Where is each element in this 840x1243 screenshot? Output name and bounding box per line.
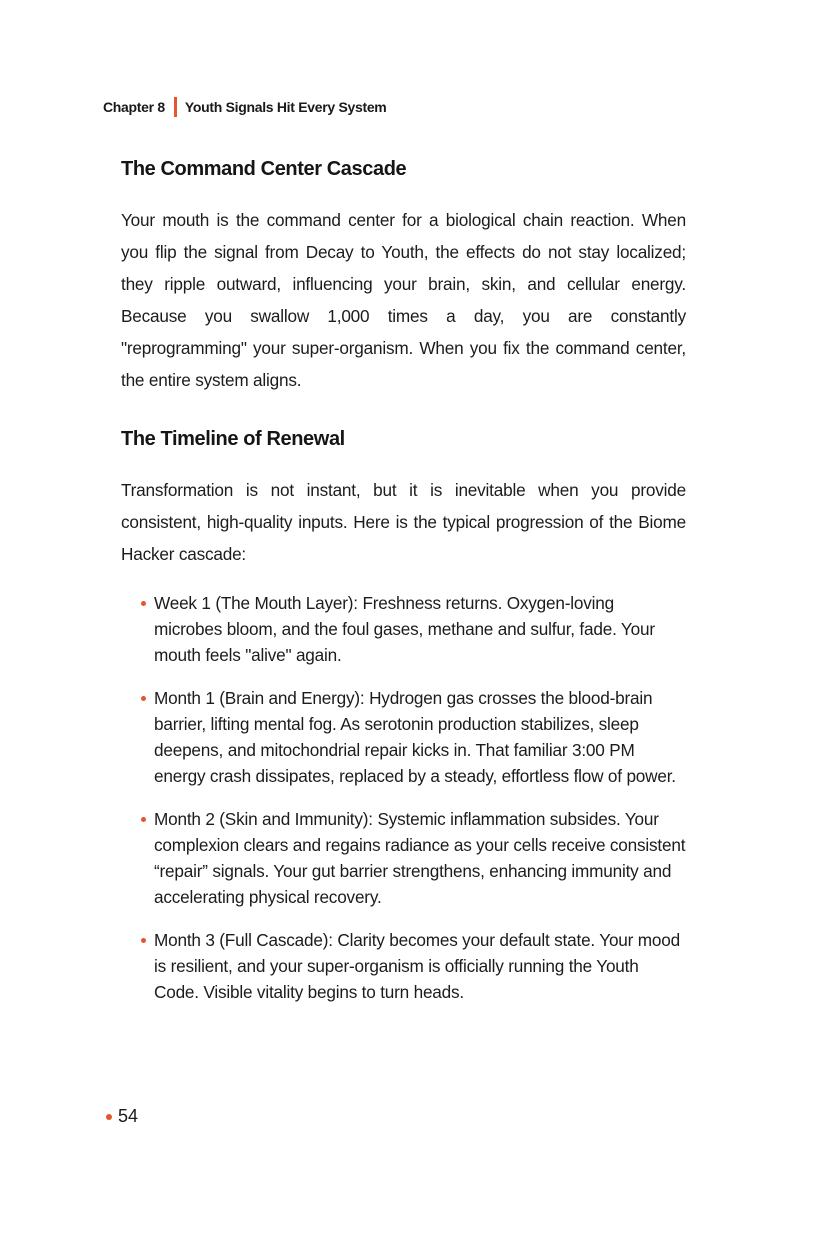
list-item <box>141 927 686 1005</box>
timeline-list <box>121 590 686 1005</box>
list-item-text: Month 1 (Brain and Energy): Hydrogen gas crosses the blood-brain barrier, lifting mental fog. As serotonin production stabilizes, sleep deepens, and mitochondrial repair kicks in. That familiar 3:00 PM energy crash dissipates, replaced by a steady, effortless flow of power. <box>154 688 676 786</box>
list-item <box>141 806 686 910</box>
bullet-dot-icon <box>106 1114 112 1120</box>
bullet-dot-icon <box>141 817 146 822</box>
bullet-dot-icon <box>141 696 146 701</box>
page-content <box>121 158 686 1022</box>
chapter-title: Youth Signals Hit Every System <box>184 99 387 115</box>
page-number <box>106 1106 138 1127</box>
header-divider-bar <box>174 97 177 117</box>
list-item-text: Week 1 (The Mouth Layer): Freshness returns. Oxygen-loving microbes bloom, and the foul gases, methane and sulfur, fade. Your mouth feels "alive" again. <box>154 593 655 665</box>
bullet-dot-icon <box>141 601 146 606</box>
page-number-value: 54 <box>118 1106 139 1126</box>
list-item <box>141 590 686 668</box>
section-heading-command-center: The Command Center Cascade <box>121 158 407 180</box>
running-header <box>103 97 386 117</box>
chapter-label: Chapter 8 <box>103 99 165 115</box>
bullet-dot-icon <box>141 938 146 943</box>
list-item <box>141 685 686 789</box>
section-paragraph-timeline: Transformation is not instant, but it is inevitable when you provide consistent, high-quality inputs. Here is the typical progression of the Biome Hacker cascade: <box>121 480 686 564</box>
section-heading-timeline: The Timeline of Renewal <box>121 428 345 450</box>
list-item-text: Month 2 (Skin and Immunity): Systemic inflammation subsides. Your complexion clears and regains radiance as your cells receive consistent “repair” signals. Your gut barrier strengthens, enhancing immunity and accelerating physical recovery. <box>154 809 686 907</box>
section-paragraph-command-center: Your mouth is the command center for a biological chain reaction. When you flip the signal from Decay to Youth, the effects do not stay localized; they ripple outward, influencing your brain, skin, and cellular energy. Because you swallow 1,000 times a day, you are constantly "reprogramming" your super-organism. When you fix the command center, the entire system aligns. <box>121 210 686 390</box>
list-item-text: Month 3 (Full Cascade): Clarity becomes your default state. Your mood is resilient, and your super-organism is officially running the Youth Code. Visible vitality begins to turn heads. <box>154 930 680 1002</box>
